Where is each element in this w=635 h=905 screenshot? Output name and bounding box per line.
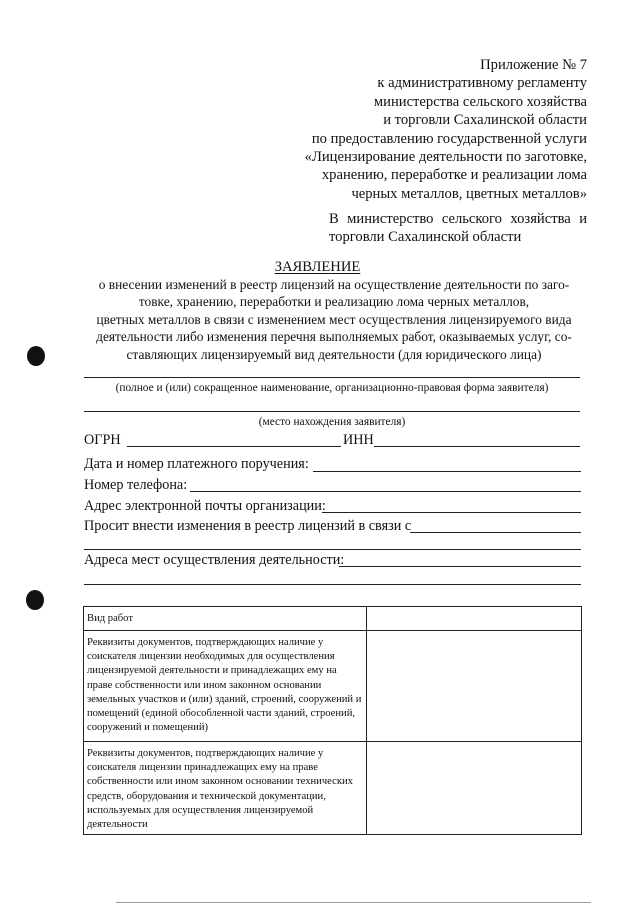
appendix-line: черных металлов, цветных металлов»	[351, 185, 587, 202]
table-cell-label: Реквизиты документов, подтверждающих наличие у соискателя лицензии необходимых для осуществления лицензируемой деятельности и принадлежащих ему на праве собственности или ином законном основании земельных участков и (или) зданий, строений, сооружений и помещений (единой обособленной части зданий, строений, сооружений и помещений)	[84, 631, 367, 742]
appendix-line: министерства сельского хозяйства	[373, 93, 587, 110]
applicant-name-line[interactable]	[84, 377, 580, 378]
table-row	[84, 607, 582, 631]
subtitle-line: о внесении изменений в реестр лицензий на осуществление деятельности по заго-	[98, 277, 570, 292]
phone-label: Номер телефона:	[84, 477, 188, 493]
addresses-field[interactable]	[339, 566, 581, 567]
request-field-continuation[interactable]	[84, 549, 581, 550]
table-cell-value[interactable]	[367, 607, 582, 631]
appendix-line: и торговли Сахалинской области	[383, 112, 587, 129]
table-row	[84, 742, 582, 835]
works-table	[83, 606, 582, 835]
table-row	[84, 631, 582, 742]
applicant-location-line[interactable]	[84, 411, 580, 412]
ogrn-label: ОГРН	[84, 432, 121, 448]
appendix-line: хранению, переработке и реализации лома	[321, 167, 587, 184]
punch-hole-mark	[27, 346, 45, 366]
appendix-line: «Лицензирование деятельности по заготовке,	[304, 149, 587, 166]
table-cell-label: Реквизиты документов, подтверждающих наличие у соискателя лицензии принадлежащих ему на праве собственности или ином законном основании технических средств, оборудования и технической документации, используемых для осуществления лицензируемой деятельности	[84, 742, 367, 835]
table-cell-label: Вид работ	[84, 607, 367, 631]
document-subtitle	[84, 276, 584, 363]
page-edge-line	[116, 902, 591, 903]
addresses-label: Адреса мест осуществления деятельности:	[84, 552, 345, 568]
appendix-header	[227, 56, 587, 203]
inn-field[interactable]	[374, 446, 580, 447]
phone-field[interactable]	[190, 491, 581, 492]
document-title	[0, 258, 635, 276]
subtitle-line: деятельности либо изменения перечня выполняемых работ, оказываемых услуг, со-	[96, 329, 572, 345]
appendix-line: к административному регламенту	[377, 75, 587, 92]
title-text: ЗАЯВЛЕНИЕ	[274, 259, 361, 275]
subtitle-line: ставляющих лицензируемый вид деятельности (для юридического лица)	[126, 346, 542, 362]
email-label: Адрес электронной почты организации:	[84, 498, 326, 514]
inn-label: ИНН	[343, 432, 374, 448]
payment-field[interactable]	[313, 471, 581, 472]
request-label: Просит внести изменения в реестр лицензий в связи с	[84, 518, 412, 534]
subtitle-line: товке, хранению, переработки и реализацию лома черных металлов,	[138, 294, 530, 310]
payment-label: Дата и номер платежного поручения:	[84, 456, 309, 472]
applicant-name-caption: (полное и (или) сокращенное наименование, организационно-правовая форма заявителя)	[115, 382, 549, 394]
addresses-field-continuation[interactable]	[84, 584, 581, 585]
appendix-line: по предоставлению государственной услуги	[311, 130, 587, 147]
request-field[interactable]	[410, 532, 581, 533]
email-field[interactable]	[322, 512, 581, 513]
punch-hole-mark	[26, 590, 44, 610]
applicant-location-caption: (место нахождения заявителя)	[258, 416, 406, 428]
subtitle-line: цветных металлов в связи с изменением мест осуществления лицензируемого вида	[96, 311, 572, 327]
addressee: В министерство сельского хозяйства и торговли Сахалинской области	[329, 211, 587, 246]
ogrn-field[interactable]	[127, 446, 341, 447]
appendix-number: Приложение № 7	[480, 57, 587, 73]
table-cell-value[interactable]	[367, 742, 582, 835]
table-cell-value[interactable]	[367, 631, 582, 742]
